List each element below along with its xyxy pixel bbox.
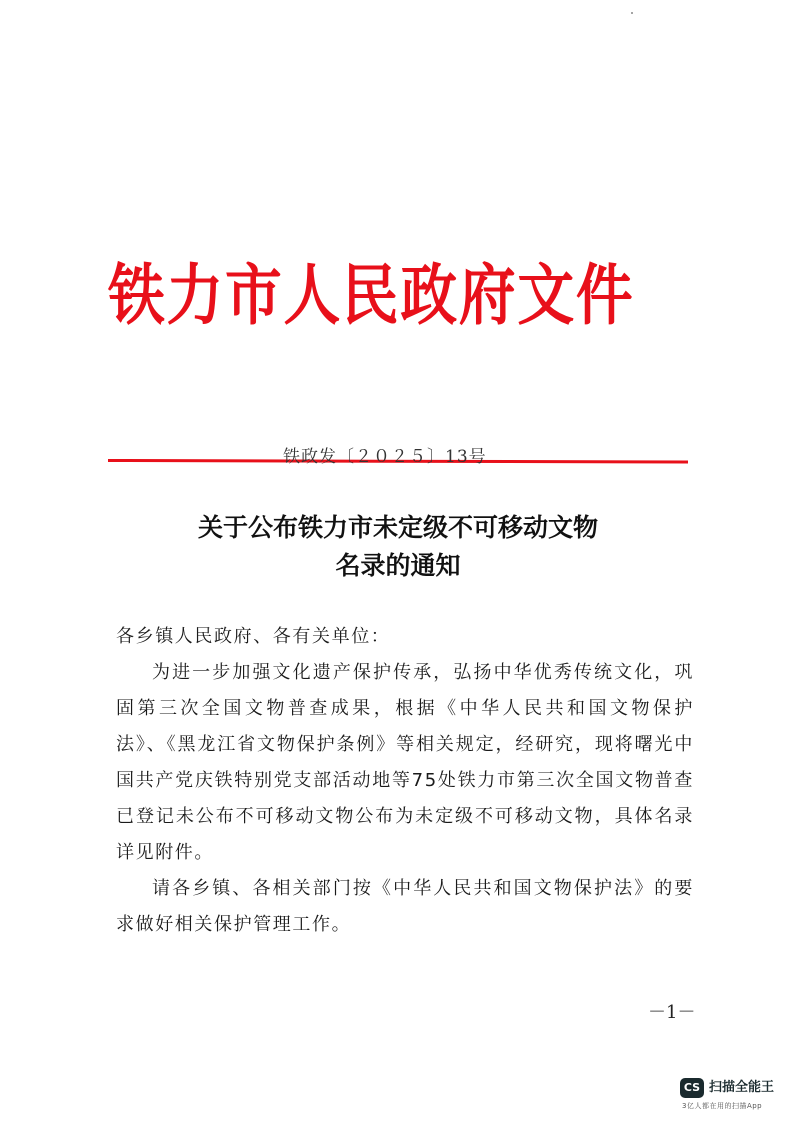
scan-speck [631,12,633,14]
masthead-title: 铁力市人民政府文件 [108,257,635,334]
notice-body [116,619,694,943]
page-number: －1－ [648,1002,696,1023]
camscanner-logo-icon: CS [680,1078,704,1098]
salutation: 各乡镇人民政府、各有关单位： [116,626,391,647]
document-number: 铁政发〔２０２５〕13号 [283,447,487,467]
notice-title-line-2: 名录的通知 [335,551,461,580]
scanner-watermark [680,1074,786,1114]
body-paragraph-2: 请各乡镇、各相关部门按《中华人民共和国文物保护法》的要求做好相关保护管理工作。 [116,878,694,935]
notice-title [108,509,688,585]
notice-title-line-1: 关于公布铁力市未定级不可移动文物 [197,513,598,542]
watermark-app-name: 扫描全能王 [709,1080,775,1095]
body-paragraph-1: 为进一步加强文化遗产保护传承，弘扬中华优秀传统文化，巩固第三次全国文物普查成果，根据《中华人民共和国文物保护法》、《黑龙江省文物保护条例》等相关规定，经研究，现将曙光中国共产党庆铁特别党支部活动地等75处铁力市第三次全国文物普查已登记未公布不可移动文物公布为未定级不可移动文物，具体名录详见附件。 [116,662,694,863]
watermark-tagline: 3亿人都在用的扫描App [682,1102,763,1110]
